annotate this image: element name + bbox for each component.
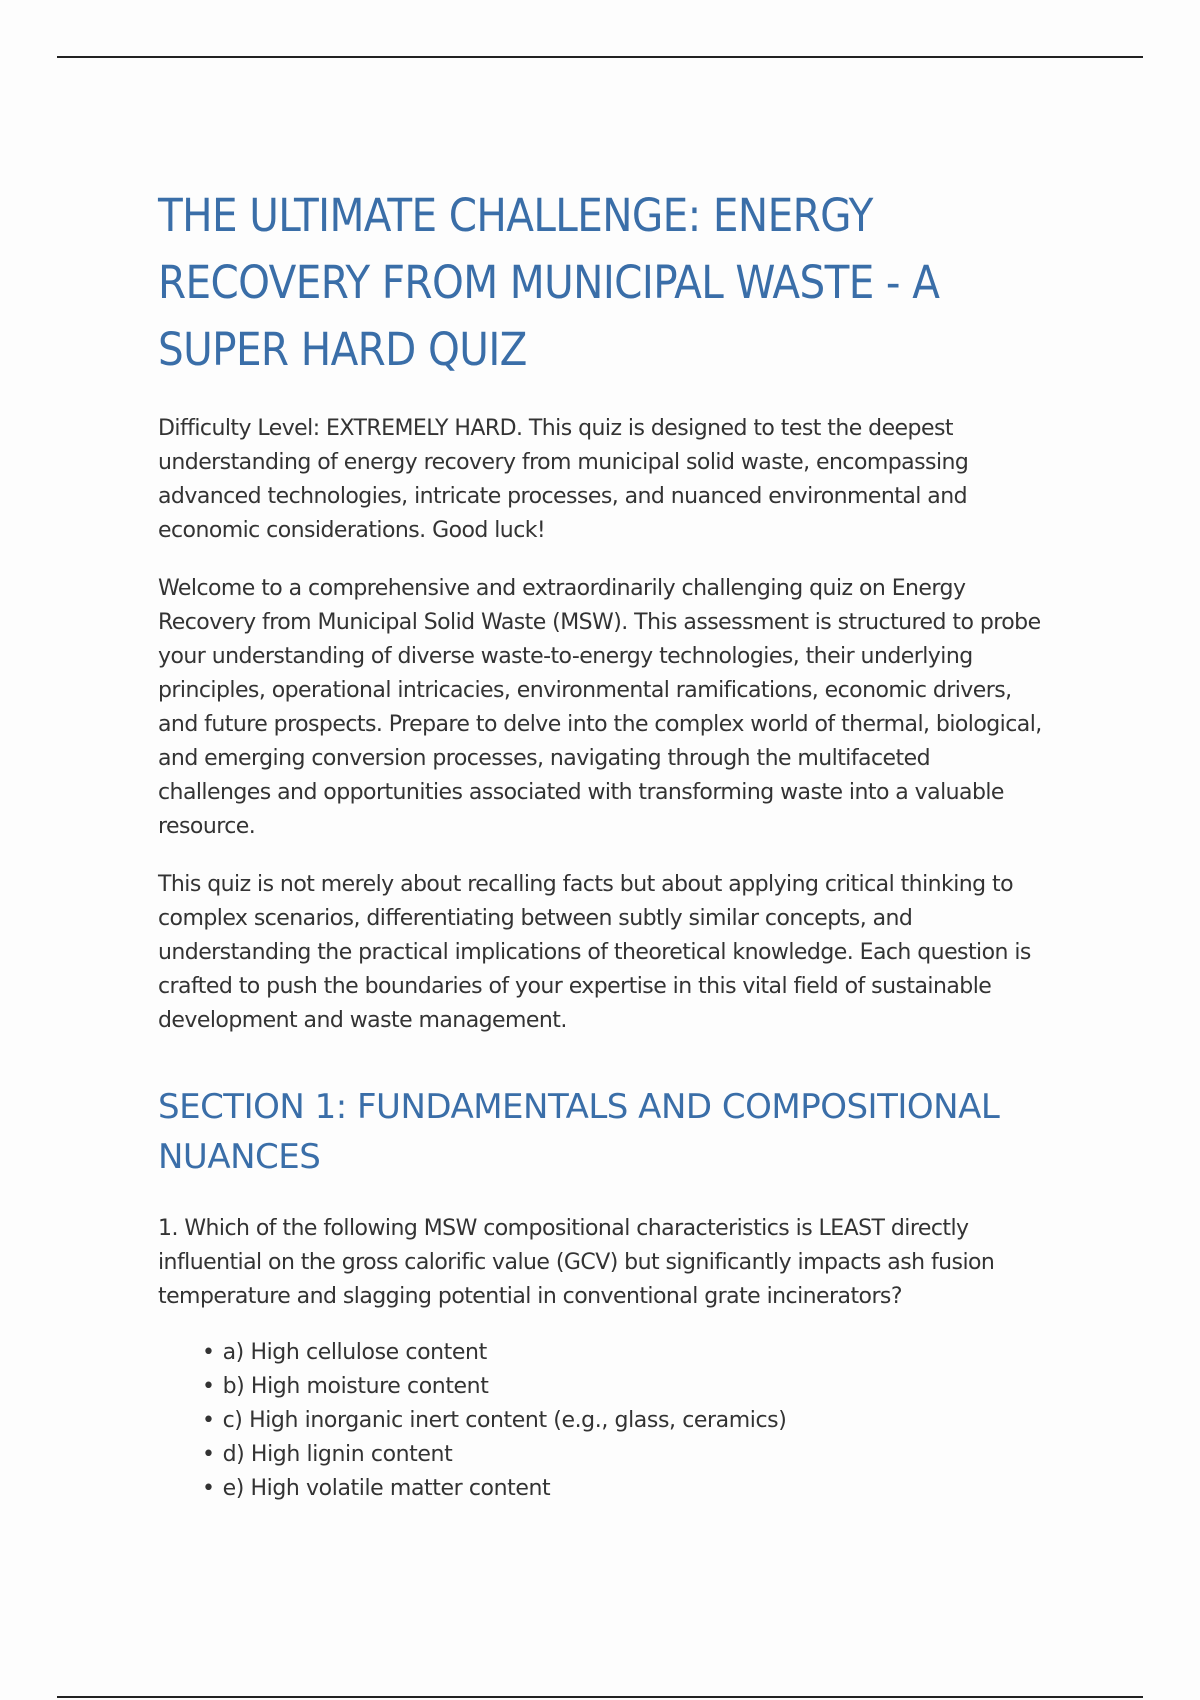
bullet-icon: • <box>202 1340 215 1365</box>
purpose-paragraph: This quiz is not merely about recalling facts but about applying critical thinking to complex scenarios, differentiating between subtly similar concepts, and understanding the practical implications of theoretical knowledge. Each question is crafted to push the boundaries of your expertise in this vital field of sustainable development and waste management. <box>158 872 1031 1033</box>
answer-option-b[interactable] <box>202 1370 1048 1404</box>
document-title: THE ULTIMATE CHALLENGE: ENERGY RECOVERY FROM MUNICIPAL WASTE - A SUPER HARD QUIZ <box>158 189 940 376</box>
answer-option-label: a) High cellulose content <box>222 1340 487 1365</box>
answer-option-d[interactable] <box>202 1438 1048 1472</box>
top-rule <box>57 56 1143 58</box>
answer-option-label: e) High volatile matter content <box>222 1476 551 1501</box>
bullet-icon: • <box>202 1476 215 1501</box>
question-text: 1. Which of the following MSW compositional characteristics is LEAST directly influential on the gross calorific value (GCV) but significantly impacts ash fusion temperature and slagging potential in conventional grate incinerators? <box>158 1216 995 1309</box>
welcome-paragraph: Welcome to a comprehensive and extraordinarily challenging quiz on Energy Recovery from Municipal Solid Waste (MSW). This assessment is structured to probe your understanding of diverse waste-to-energy technologies, their underlying principles, operational intricacies, environmental ramifications, economic drivers, and future prospects. Prepare to delve into the complex world of thermal, biological, and emerging conversion processes, navigating through the multifaceted challenges and opportunities associated with transforming waste into a valuable resource. <box>158 576 1042 839</box>
section-heading: SECTION 1: FUNDAMENTALS AND COMPOSITIONAL NUANCES <box>158 1087 1000 1177</box>
document-body <box>158 182 1048 1506</box>
bullet-icon: • <box>202 1408 215 1433</box>
answer-option-e[interactable] <box>202 1472 1048 1506</box>
bottom-rule <box>57 1696 1143 1698</box>
bullet-icon: • <box>202 1442 215 1467</box>
answer-options-list <box>158 1336 1048 1506</box>
answer-option-label: b) High moisture content <box>222 1374 489 1399</box>
answer-option-label: c) High inorganic inert content (e.g., glass, ceramics) <box>222 1408 787 1433</box>
answer-option-c[interactable] <box>202 1404 1048 1438</box>
answer-option-a[interactable] <box>202 1336 1048 1370</box>
bullet-icon: • <box>202 1374 215 1399</box>
answer-option-label: d) High lignin content <box>222 1442 453 1467</box>
difficulty-paragraph: Difficulty Level: EXTREMELY HARD. This quiz is designed to test the deepest understanding of energy recovery from municipal solid waste, encompassing advanced technologies, intricate processes, and nuanced environmental and economic considerations. Good luck! <box>158 416 969 543</box>
